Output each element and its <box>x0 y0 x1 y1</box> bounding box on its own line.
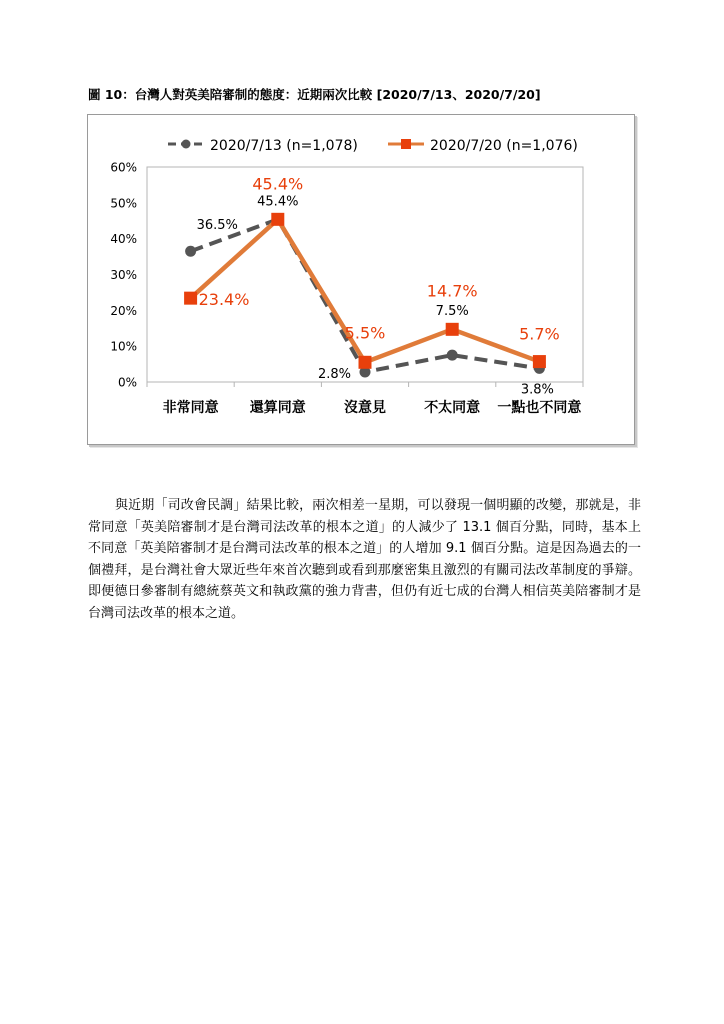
series-2-point <box>533 355 546 368</box>
figure-title: 圖 10：台灣人對英美陪審制的態度：近期兩次比較 [2020/7/13、2020/7/20] <box>88 87 541 102</box>
data-label-series-1: 7.5% <box>435 304 469 320</box>
y-tick-label: 0% <box>117 375 137 390</box>
y-tick-label: 10% <box>110 339 137 354</box>
legend-label-series-2: 2020/7/20 (n=1,076) <box>430 138 578 154</box>
y-tick-label: 40% <box>110 232 137 247</box>
plot-area <box>147 167 583 382</box>
chart-frame <box>87 114 635 445</box>
x-tick-label: 沒意見 <box>344 400 386 416</box>
legend-marker-series-2 <box>401 139 411 149</box>
data-label-series-1: 36.5% <box>196 218 238 234</box>
x-tick-label: 一點也不同意 <box>497 400 582 416</box>
series-2-point <box>359 356 372 369</box>
data-label-series-2: 45.4% <box>252 174 304 194</box>
data-label-series-1: 45.4% <box>257 194 299 210</box>
data-label-series-2: 5.5% <box>344 323 386 343</box>
data-label-series-2: 5.7% <box>519 324 560 344</box>
body-paragraph: 與近期「司改會民調」結果比較，兩次相差一星期，可以發現一個明顯的改變，那就是，非常同意「英美陪審制才是台灣司法改革的根本之道」的人減少了 13.1 個百分點，同時，基本上不同意「英美陪審制才是台灣司法改革的根本之道」的人增加 9.1 個百分點。這是因為過去的一個禮拜，是台灣社會大眾近些年來首次聽到或看到那麼密集且激烈的有關司法改革制度的爭辯。即便德日參審制有總統蔡英文和執政黨的強力背書，但仍有近七成的台灣人相信英美陪審制才是台灣司法改革的根本之道。 <box>88 498 641 621</box>
series-1-point <box>185 246 196 257</box>
series-2-point <box>446 323 459 336</box>
x-tick-label: 非常同意 <box>162 400 219 416</box>
y-tick-label: 20% <box>110 303 137 318</box>
y-tick-label: 30% <box>110 268 137 282</box>
series-2-point <box>184 292 197 305</box>
legend-label-series-1: 2020/7/13 (n=1,078) <box>210 138 358 154</box>
data-label-series-2: 23.4% <box>198 290 250 310</box>
data-label-series-1: 2.8% <box>317 366 351 382</box>
legend <box>168 138 578 154</box>
data-label-series-1: 3.8% <box>520 382 554 398</box>
series-1-point <box>447 350 458 361</box>
x-tick-label: 不太同意 <box>424 400 481 416</box>
x-axis <box>147 382 583 416</box>
y-axis <box>110 161 137 390</box>
y-tick-label: 50% <box>110 196 137 211</box>
series-2-point <box>271 213 284 226</box>
line-chart <box>88 115 634 444</box>
x-tick-label: 還算同意 <box>249 400 306 416</box>
data-label-series-2: 14.7% <box>426 281 478 301</box>
y-tick-label: 60% <box>110 160 137 175</box>
legend-marker-series-1 <box>182 140 191 149</box>
